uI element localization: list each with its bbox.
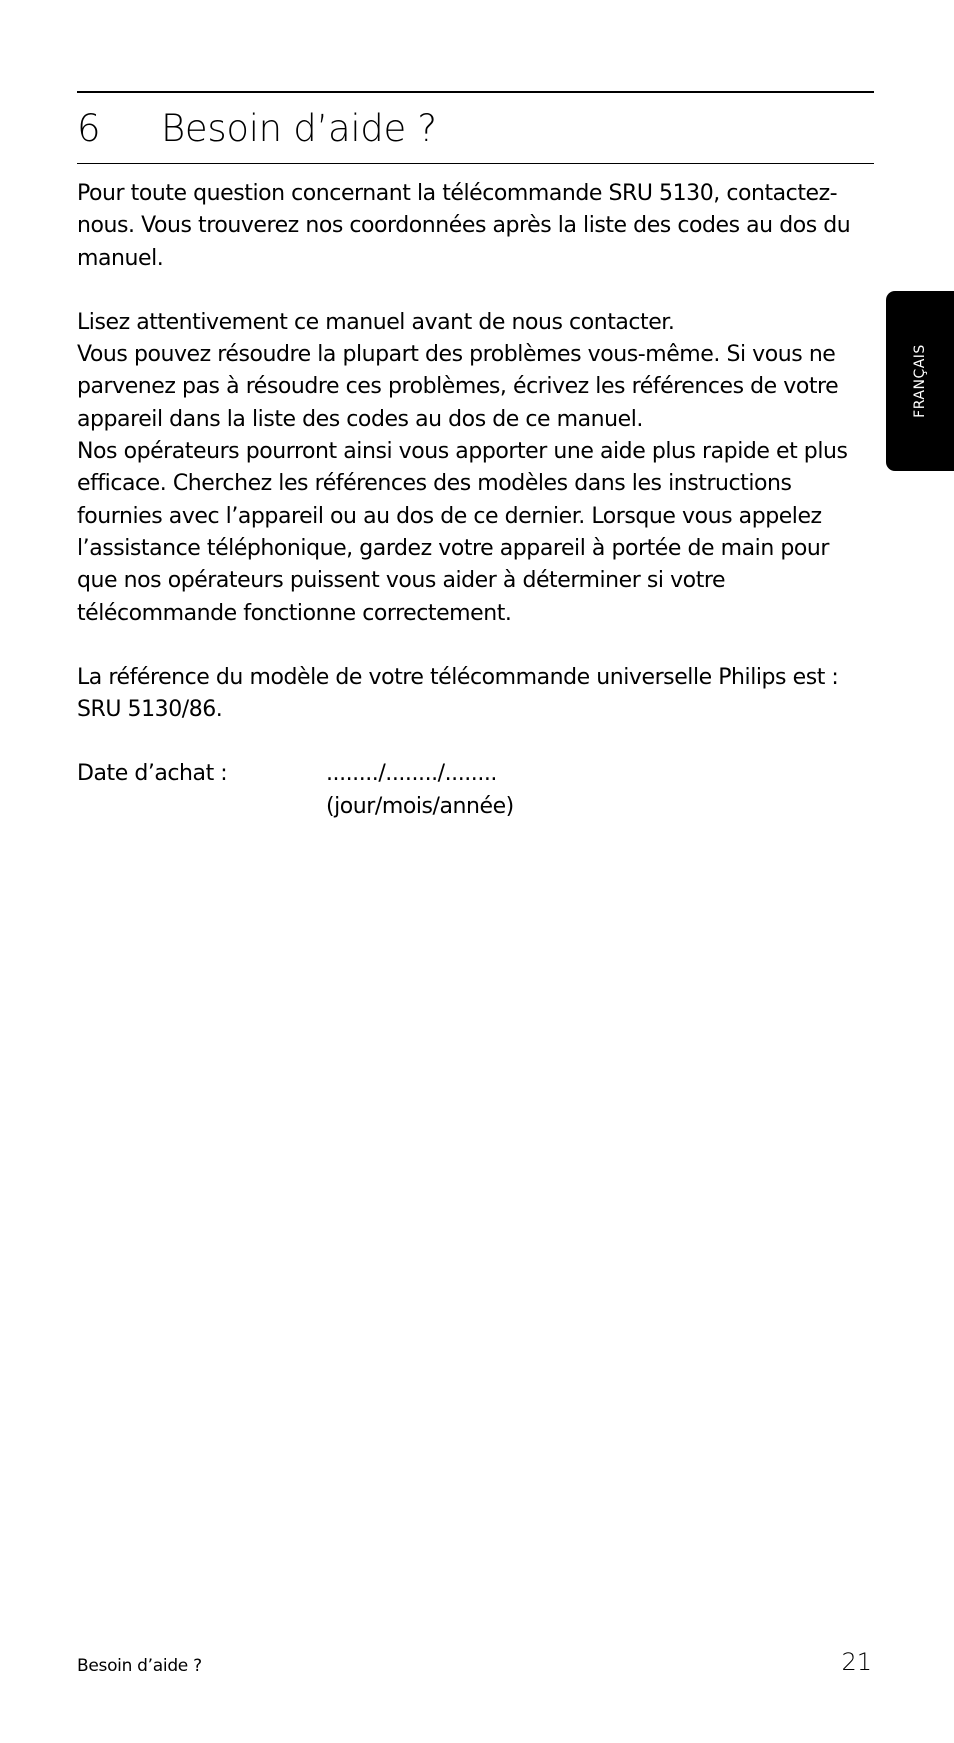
purchase-date-values <box>326 758 514 823</box>
purchase-date-label: Date d’achat : <box>77 761 228 787</box>
paragraph-model-reference: La référence du modèle de votre télécommande universelle Philips est : SRU 5130/86. <box>77 664 839 723</box>
purchase-date-field: ......../......../........ <box>326 761 497 787</box>
page-body <box>77 178 877 823</box>
purchase-date-hint: (jour/mois/année) <box>326 793 514 819</box>
purchase-date-row <box>77 758 877 823</box>
section-title: Besoin d’aide ? <box>161 106 437 150</box>
language-side-tab <box>886 291 954 471</box>
footer-section-title: Besoin d’aide ? <box>77 1656 202 1676</box>
section-number: 6 <box>77 106 101 150</box>
heading-top-rule <box>77 91 874 93</box>
paragraph-instructions: Lisez attentivement ce manuel avant de nous contacter. Vous pouvez résoudre la plupart des problèmes vous-même. Si vous ne parvenez pas à résoudre ces problèmes, écrivez les références de votre appareil dans la liste des codes au dos de ce manuel. Nos opérateurs pourront ainsi vous apporter une aide plus rapide et plus efficace. Cherchez les références des modèles dans les instructions fournies avec l’appareil ou au dos de ce dernier. Lorsque vous appelez l’assistance téléphonique, gardez votre appareil à portée de main pour que nos opérateurs puissent vous aider à déterminer si votre télécommande fonctionne correctement. <box>77 309 848 626</box>
heading-bottom-rule <box>77 163 874 164</box>
language-side-tab-label: FRANÇAIS <box>912 344 928 418</box>
section-heading <box>77 100 437 156</box>
footer-page-number: 21 <box>841 1648 872 1676</box>
paragraph-contact: Pour toute question concernant la télécommande SRU 5130, contactez- nous. Vous trouverez nos coordonnées après la liste des codes au dos du manuel. <box>77 181 851 271</box>
